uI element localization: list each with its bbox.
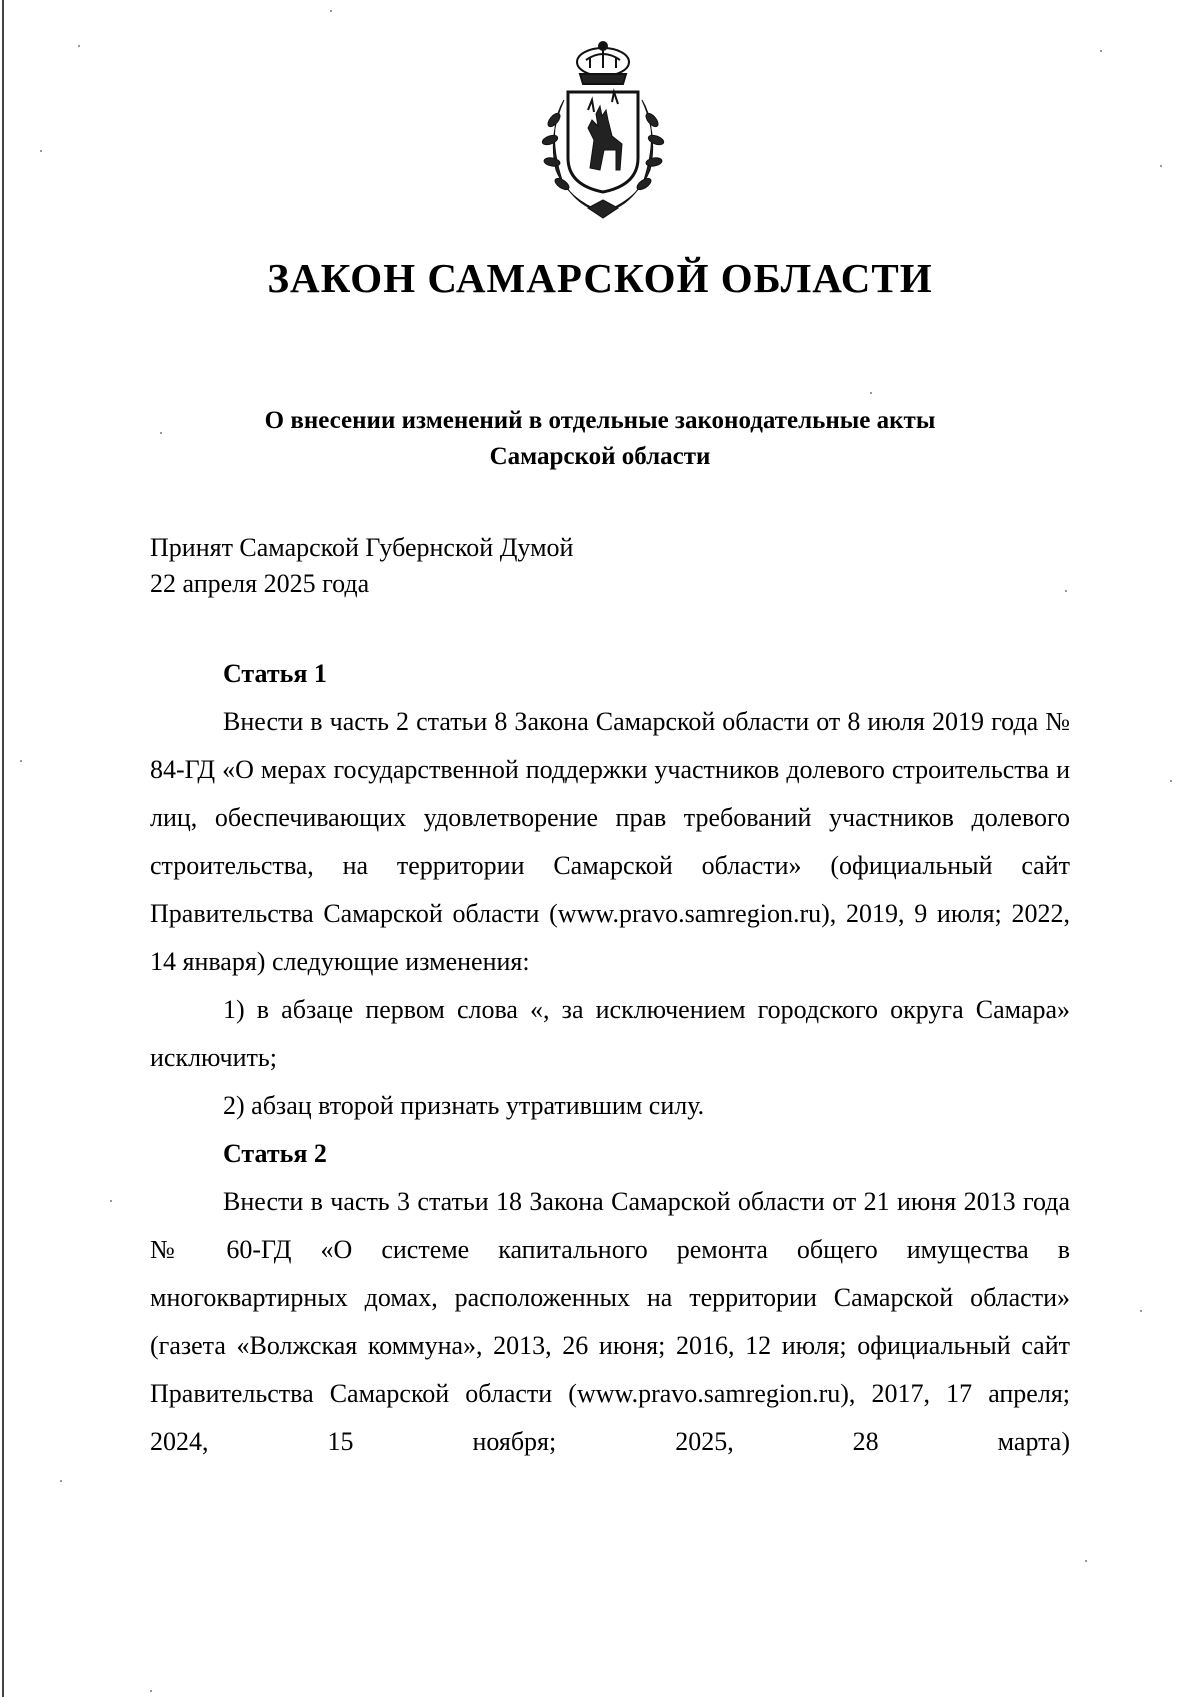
scan-speck bbox=[1170, 780, 1172, 782]
article-2-heading: Статья 2 bbox=[223, 1139, 327, 1168]
article-1-paragraph-1: Внести в часть 2 статьи 8 Закона Самарской области от 8 июля 2019 года № 84-ГД «О мерах государственной поддержки участников долевого строительства и лиц, обеспечивающих удовлетворение прав требований участников долевого строительства, на территории Самарской области» (официальный сайт Правительства Самарской области (www.pravo.samregion.ru), 2019, 9 июля; 2022, 14 января) следующие изменения: bbox=[150, 707, 1070, 976]
scan-speck bbox=[110, 1200, 112, 1202]
scan-speck bbox=[1085, 1560, 1087, 1562]
law-title: ЗАКОН САМАРСКОЙ ОБЛАСТИ bbox=[267, 255, 933, 301]
coat-of-arms-emblem bbox=[528, 40, 678, 220]
scan-speck bbox=[150, 1690, 152, 1692]
scan-speck bbox=[60, 1480, 62, 1482]
law-subtitle bbox=[0, 403, 1200, 475]
scan-speck bbox=[160, 432, 162, 434]
law-body bbox=[150, 650, 1070, 1466]
scan-speck bbox=[40, 150, 42, 152]
scan-speck bbox=[1160, 165, 1162, 167]
scan-speck bbox=[1100, 50, 1102, 52]
scan-speck bbox=[78, 45, 80, 47]
subtitle-line-1: О внесении изменений в отдельные законодательные акты bbox=[264, 407, 936, 434]
article-1-heading: Статья 1 bbox=[223, 659, 327, 688]
adopted-by: Принят Самарской Губернской Думой bbox=[150, 533, 574, 562]
crown-icon bbox=[577, 42, 629, 84]
scan-speck bbox=[1140, 1310, 1142, 1312]
scan-speck bbox=[870, 392, 872, 394]
article-2-paragraph-1: Внести в часть 3 статьи 18 Закона Самарской области от 21 июня 2013 года № 60-ГД «О системе капитального ремонта общего имущества в многоквартирных домах, расположенных на территории Самарской области» (газета «Волжская коммуна», 2013, 26 июня; 2016, 12 июля; официальный сайт Правительства Самарской области (www.pravo.samregion.ru), 2017, 17 апреля; 2024, 15 ноября; 2025, 28 марта) bbox=[150, 1187, 1070, 1456]
subtitle-line-2: Самарской области bbox=[489, 443, 711, 470]
article-1-item-2: 2) абзац второй признать утратившим силу. bbox=[223, 1091, 705, 1120]
adopted-date: 22 апреля 2025 года bbox=[150, 569, 370, 598]
scan-speck bbox=[1065, 590, 1067, 592]
article-1-item-1: 1) в абзаце первом слова «, за исключением городского округа Самара» исключить; bbox=[150, 995, 1070, 1072]
scan-speck bbox=[20, 760, 22, 762]
adoption-block bbox=[150, 530, 573, 602]
scan-speck bbox=[330, 10, 332, 12]
shield-icon bbox=[568, 92, 638, 192]
